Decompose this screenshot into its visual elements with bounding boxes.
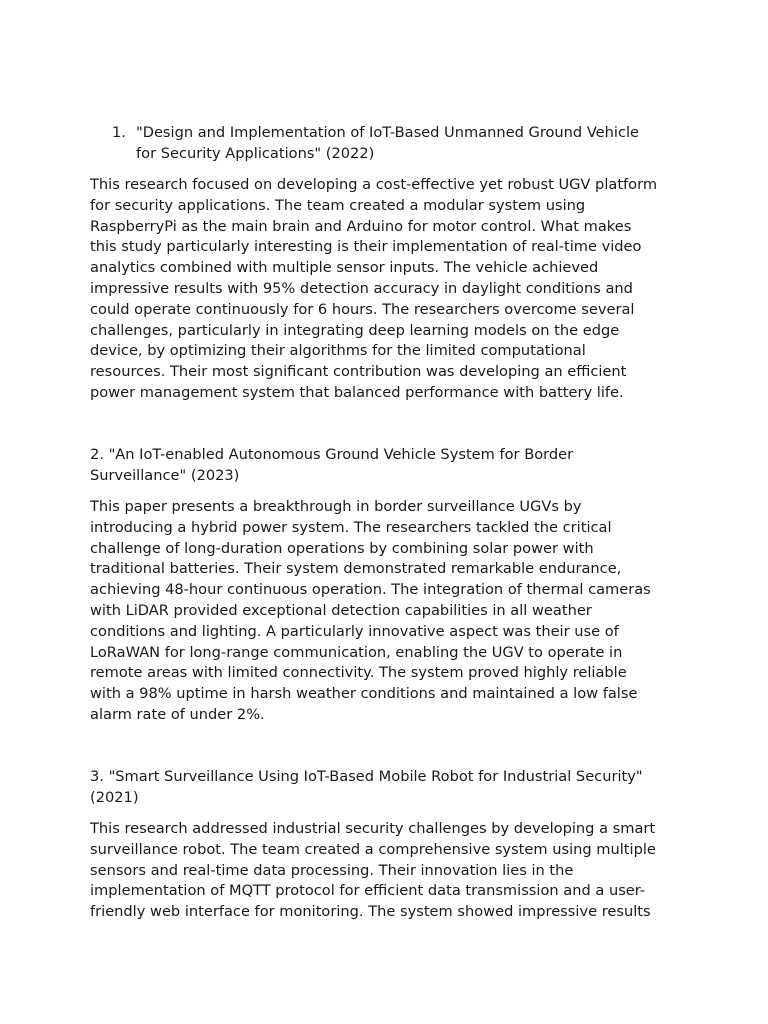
entry-3-body: This research addressed industrial security challenges by developing a smart surveillance robot. The team created a comprehensive system using multiple sensors and real-time data processing. Their innovation lies in the implementation of MQTT protocol for efficient data transmission and a user- friendly web interface for monitoring. The system showed impressive results — [90, 820, 656, 921]
entry-1-number: 1. — [112, 124, 126, 141]
entry-2-heading: 2. "An IoT-enabled Autonomous Ground Vehicle System for Border Surveillance" (2023) — [90, 446, 574, 484]
entry-1-heading — [112, 123, 692, 165]
entry-1-title: "Design and Implementation of IoT-Based Unmanned Ground Vehicle for Security Applications" (2022) — [136, 124, 640, 162]
entry-3-heading: 3. "Smart Surveillance Using IoT-Based Mobile Robot for Industrial Security" (2021) — [90, 768, 643, 806]
entry-2-body: This paper presents a breakthrough in border surveillance UGVs by introducing a hybrid power system. The researchers tackled the critical challenge of long-duration operations by combining solar power with traditional batteries. Their system demonstrated remarkable endurance, achieving 48-hour continuous operation. The integration of thermal cameras with LiDAR provided exceptional detection capabilities in all weather conditions and lighting. A particularly innovative aspect was their use of LoRaWAN for long-range communication, enabling the UGV to operate in remote areas with limited connectivity. The system proved highly reliable with a 98% uptime in harsh weather conditions and maintained a low false alarm rate of under 2%. — [90, 498, 651, 723]
entry-1-body: This research focused on developing a cost-effective yet robust UGV platform for security applications. The team created a modular system using RaspberryPi as the main brain and Arduino for motor control. What makes this study particularly interesting is their implementation of real-time video analytics combined with multiple sensor inputs. The vehicle achieved impressive results with 95% detection accuracy in daylight conditions and could operate continuously for 6 hours. The researchers overcome several challenges, particularly in integrating deep learning models on the edge device, by optimizing their algorithms for the limited computational resources. Their most significant contribution was developing an efficient power management system that balanced performance with battery life. — [90, 176, 658, 401]
